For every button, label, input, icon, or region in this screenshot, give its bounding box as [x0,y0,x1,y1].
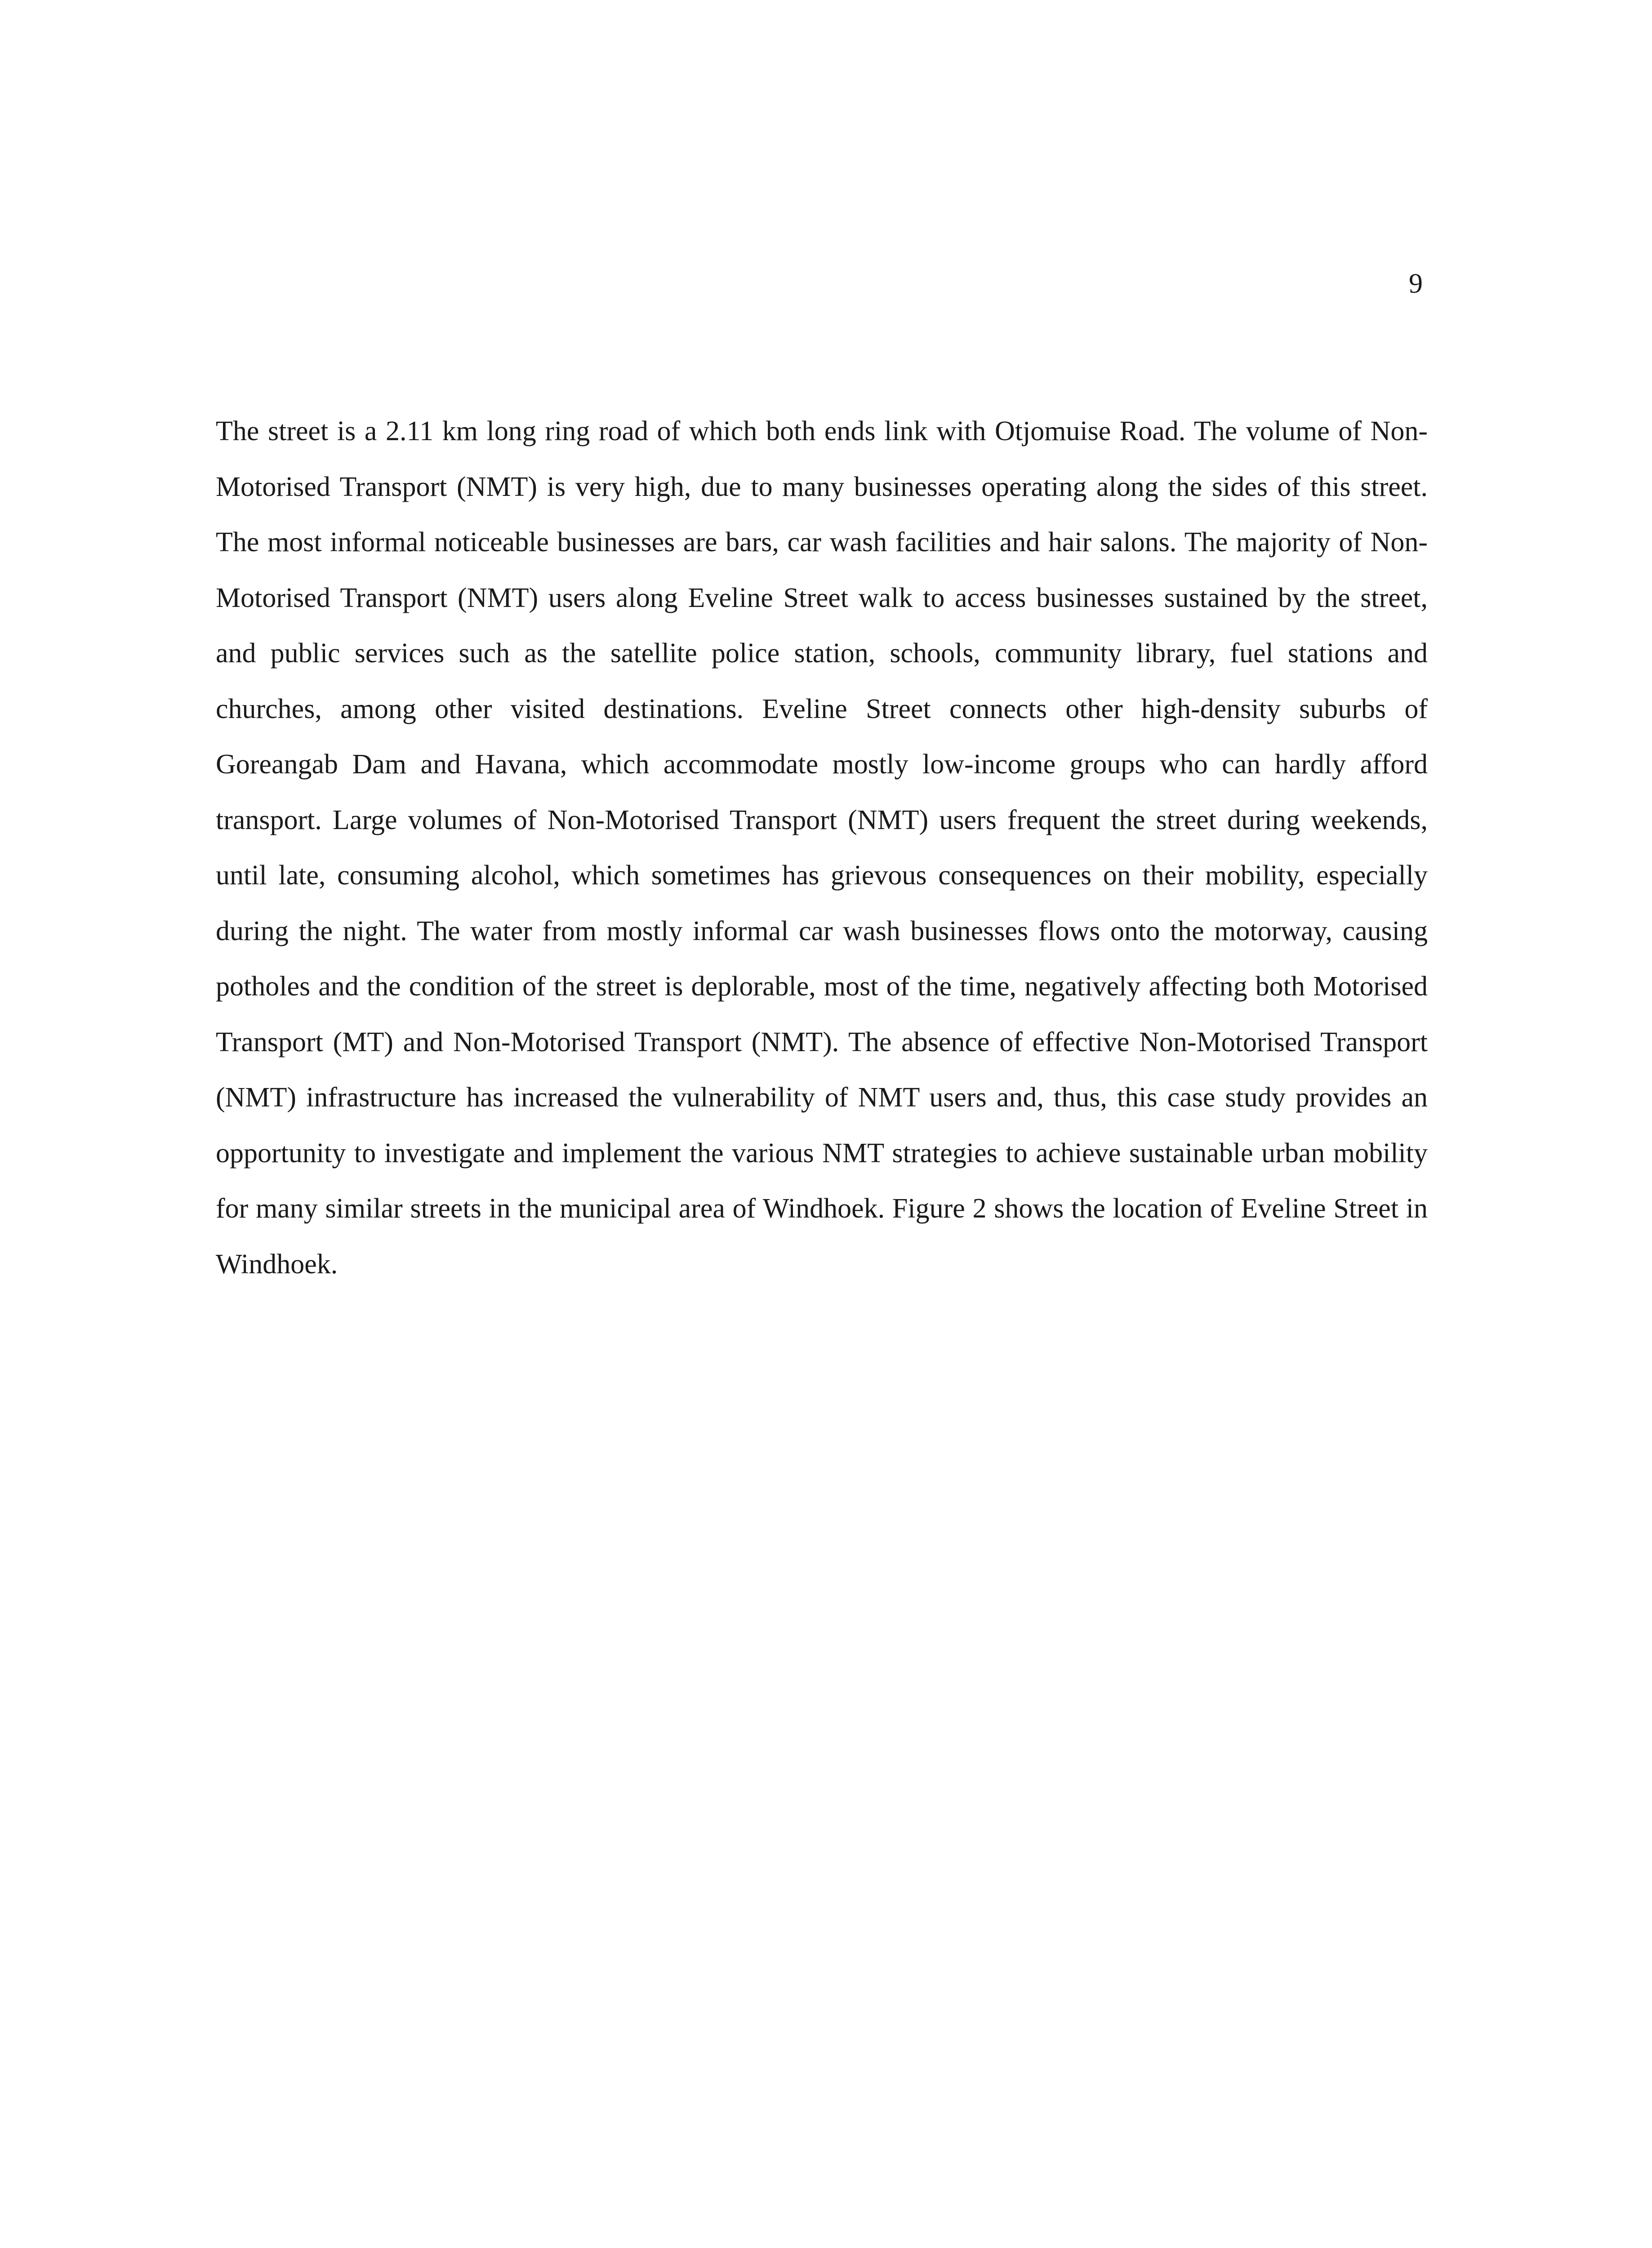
page-number: 9 [1409,268,1423,299]
body-paragraph: The street is a 2.11 km long ring road of which both ends link with Otjomuise Road. The volume of Non-Motorised Transport (NMT) is very high, due to many businesses operating along the sides of this street. The most informal noticeable businesses are bars, car wash facilities and hair salons. The majority of Non-Motorised Transport (NMT) users along Eveline Street walk to access businesses sustained by the street, and public services such as the satellite police station, schools, community library, fuel stations and churches, among other visited destinations. Eveline Street connects other high-density suburbs of Goreangab Dam and Havana, which accommodate mostly low-income groups who can hardly afford transport. Large volumes of Non-Motorised Transport (NMT) users frequent the street during weekends, until late, consuming alcohol, which sometimes has grievous consequences on their mobility, especially during the night. The water from mostly informal car wash businesses flows onto the motorway, causing potholes and the condition of the street is deplorable, most of the time, negatively affecting both Motorised Transport (MT) and Non-Motorised Transport (NMT). The absence of effective Non-Motorised Transport (NMT) infrastructure has increased the vulnerability of NMT users and, thus, this case study provides an opportunity to investigate and implement the various NMT strategies to achieve sustainable urban mobility for many similar streets in the municipal area of Windhoek. Figure 2 shows the location of Eveline Street in Windhoek. [216,416,1428,1280]
